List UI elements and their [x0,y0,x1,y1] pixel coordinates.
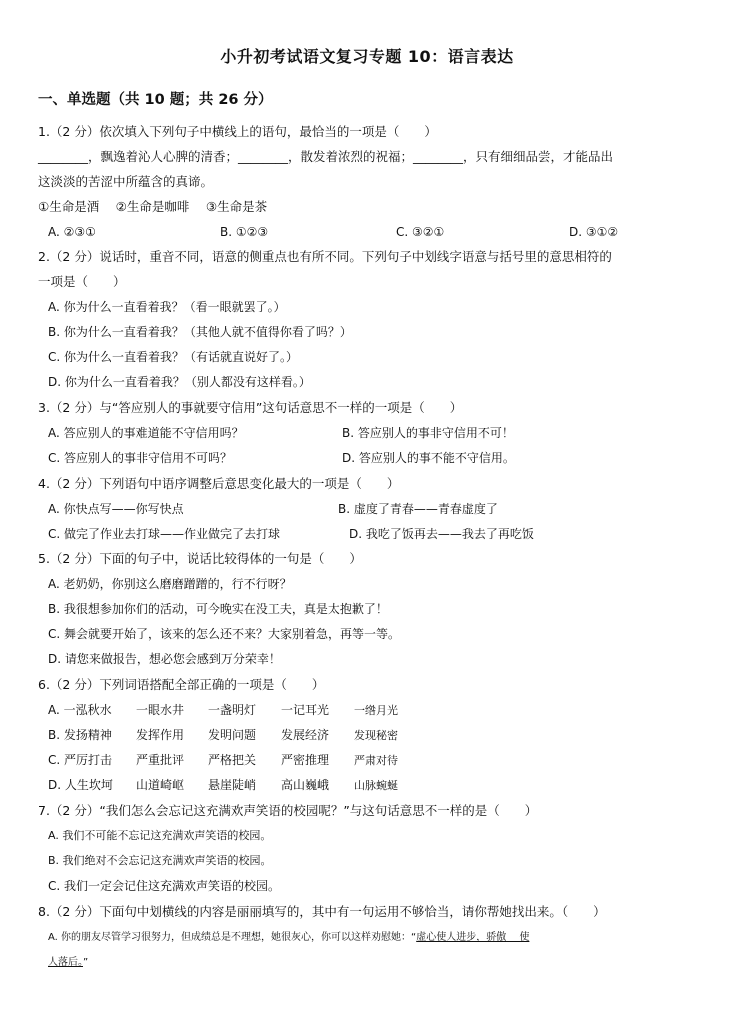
question-6-option-c-word-4: 严密推理 [281,753,330,767]
question-6-option-c-word-1[interactable]: C. 严厉打击 [48,753,113,767]
question-6-option-d-word-3: 悬崖陡峭 [208,778,257,792]
question-1-option-b[interactable]: B. ①②③ [220,225,269,239]
question-6-option-a-word-5: 一绺月光 [354,704,398,717]
question-6-option-a-word-3: 一盏明灯 [208,703,257,717]
question-1-passage-line2: 这淡淡的苦涩中所蕴含的真谛。 [38,174,214,189]
question-1-option-d[interactable]: D. ③①② [569,225,619,239]
question-6-stem: 6.（2 分）下列词语搭配全部正确的一项是（ ） [38,677,325,692]
question-8-option-a[interactable] [48,930,529,946]
question-6-option-b-word-1[interactable]: B. 发扬精神 [48,728,112,742]
question-7-stem: 7.（2 分）“我们怎么会忘记这充满欢声笑语的校园呢？”与这句话意思不一样的是（ ） [38,803,538,818]
question-6-option-d-word-2: 山道崎岖 [136,778,185,792]
question-3-option-c[interactable]: C. 答应别人的事非守信用不可吗？ [48,451,233,465]
page-title: 小升初考试语文复习专题 10：语言表达 [220,47,514,66]
question-2-option-b[interactable]: B. 你为什么一直看着我？（其他人就不值得你看了吗？） [48,325,352,339]
question-6-option-d-word-4: 高山巍峨 [281,778,330,792]
question-5-option-b[interactable]: B. 我很想参加你们的活动，可今晚实在没工夫，真是太抱歉了！ [48,602,388,616]
question-2-option-c[interactable]: C. 你为什么一直看着我？（有话就直说好了。） [48,350,299,364]
question-1-option-c[interactable]: C. ③②① [396,225,445,239]
question-6-option-b-word-3: 发明问题 [208,728,257,742]
question-6-option-a-word-2: 一眼水井 [136,703,185,717]
question-2-stem-cont: 一项是（ ） [38,274,126,289]
question-6-option-b-word-4: 发展经济 [281,728,330,742]
question-2-stem: 2.（2 分）说话时，重音不同，语意的侧重点也有所不同。下列句子中划线字语意与括号里的意思相符的 [38,249,612,264]
question-3-option-a[interactable]: A. 答应别人的事难道能不守信用吗？ [48,426,244,440]
question-4-stem: 4.（2 分）下列语句中语序调整后意思变化最大的一项是（ ） [38,476,400,491]
question-1-passage-line1: ________，飘逸着沁人心脾的清香；________，散发着浓烈的祝福；________，只有细细品尝，才能品出 [38,149,614,164]
question-6-option-b-word-5: 发现秘密 [354,729,398,742]
question-8-option-a-underlined: 虚心使人进步，骄傲 使 [416,932,530,943]
question-6-option-c-word-5: 严肃对待 [354,754,398,767]
question-5-option-d[interactable]: D. 请您来做报告，想必您会感到万分荣幸！ [48,652,281,666]
question-6-option-d-word-1[interactable]: D. 人生坎坷 [48,778,113,792]
question-4-option-b[interactable]: B. 虚度了青春——青春虚度了 [338,502,498,516]
question-4-option-c[interactable]: C. 做完了作业去打球——作业做完了去打球 [48,527,281,541]
question-7-option-c[interactable]: C. 我们一定会记住这充满欢声笑语的校园。 [48,879,281,893]
question-6-option-c-word-2: 严重批评 [136,753,185,767]
question-5-stem: 5.（2 分）下面的句子中，说话比较得体的一句是（ ） [38,551,362,566]
question-6-option-a-word-4: 一记耳光 [281,703,330,717]
question-8-option-a-close-quote: ” [83,957,89,968]
question-6-option-c-word-3: 严格把关 [208,753,257,767]
question-1-option-a[interactable]: A. ②③① [48,225,96,239]
question-7-option-b[interactable]: B. 我们绝对不会忘记这充满欢声笑语的校园。 [48,854,272,867]
section-heading: 一、单选题（共 10 题；共 26 分） [38,92,273,108]
question-6-option-b-word-2: 发挥作用 [136,728,185,742]
question-2-option-a[interactable]: A. 你为什么一直看着我？（看一眼就罢了。） [48,300,286,314]
question-8-stem: 8.（2 分）下面句中划横线的内容是丽丽填写的，其中有一句运用不够恰当，请你帮她找出来。（ ） [38,904,606,919]
question-6-option-a-word-1[interactable]: A. 一泓秋水 [48,703,112,717]
question-4-option-d[interactable]: D. 我吃了饭再去——我去了再吃饭 [349,527,534,541]
question-3-option-b[interactable]: B. 答应别人的事非守信用不可！ [342,426,514,440]
question-8-option-a-text: A. 你的朋友尽管学习很努力，但成绩总是不理想，她很灰心，你可以这样劝慰她：“ [48,932,417,943]
question-7-option-a[interactable]: A. 我们不可能不忘记这充满欢声笑语的校园。 [48,829,272,842]
question-8-option-a-cont [48,955,88,971]
question-8-option-a-underlined-cont: 人落后。 [48,957,83,968]
question-3-option-d[interactable]: D. 答应别人的事不能不守信用。 [342,451,515,465]
question-1-items: ①生命是酒 ②生命是咖啡 ③生命是茶 [38,199,268,214]
question-3-stem: 3.（2 分）与“答应别人的事就要守信用”这句话意思不一样的一项是（ ） [38,400,463,415]
question-1-stem: 1.（2 分）依次填入下列句子中横线上的语句，最恰当的一项是（ ） [38,124,437,139]
question-5-option-a[interactable]: A. 老奶奶，你别这么磨磨蹭蹭的，行不行呀？ [48,577,292,591]
question-5-option-c[interactable]: C. 舞会就要开始了，该来的怎么还不来？大家别着急，再等一等。 [48,627,401,641]
question-6-option-d-word-5: 山脉蜿蜒 [354,779,398,792]
question-4-option-a[interactable]: A. 你快点写——你写快点 [48,502,184,516]
question-2-option-d[interactable]: D. 你为什么一直看着我？（别人都没有这样看。） [48,375,311,389]
